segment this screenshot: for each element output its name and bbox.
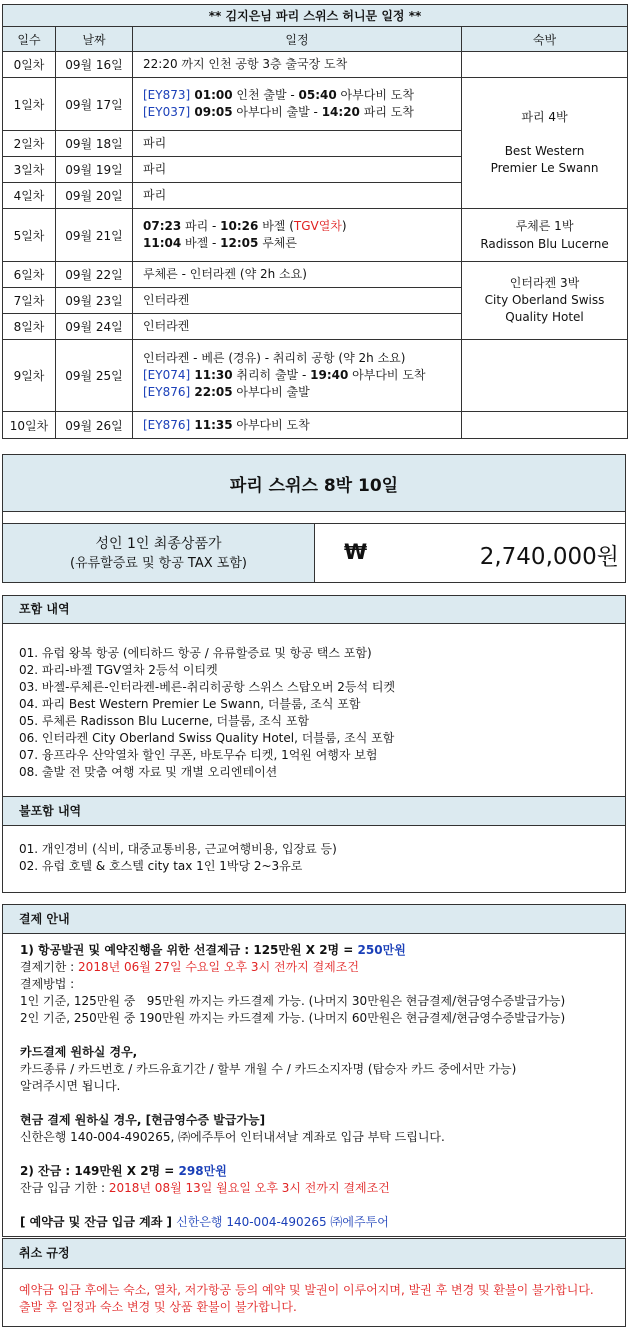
account-value: 신한은행 140-004-490265 ㈜에주투어	[176, 1215, 389, 1229]
date-cell: 09월 23일	[56, 288, 133, 314]
date-cell: 09월 25일	[56, 340, 133, 412]
itinerary-text: 인터라켄	[143, 293, 190, 307]
itinerary-text: 아부다비 도착	[348, 368, 426, 382]
price-label: 성인 1인 최종상품가	[95, 536, 222, 552]
itinerary-text: 12:05	[220, 236, 259, 250]
day-cell: 2일차	[3, 131, 56, 157]
balance-line	[20, 1163, 625, 1180]
list-item: 08. 출발 전 맞춤 여행 자료 및 개별 오리엔테이션	[19, 765, 278, 779]
day-cell: 7일차	[3, 288, 56, 314]
cancel-line: 예약금 입금 후에는 숙소, 열차, 저가항공 등의 예약 및 발권이 이루어지며, 발권 후 변경 및 환불이 불가합니다.	[19, 1283, 594, 1297]
excludes-title: 불포함 내역	[3, 796, 625, 826]
date-cell: 09월 19일	[56, 157, 133, 183]
itinerary-text: 14:20	[321, 105, 360, 119]
lodging-lucerne	[462, 209, 628, 262]
itinerary-text: 22:20 까지 인천 공항 3층 출국장 도착	[143, 57, 348, 71]
payment-body	[3, 934, 625, 1231]
itinerary-text: 파리	[143, 188, 167, 202]
day-cell: 0일차	[3, 52, 56, 78]
interlaken-nights: 인터라켄 3박	[509, 276, 580, 290]
itinerary-text: [EY037]	[143, 105, 191, 119]
day-cell: 5일차	[3, 209, 56, 262]
schedule-row	[3, 209, 628, 262]
itinerary-line	[143, 384, 461, 401]
itinerary-text: 11:35	[190, 417, 233, 432]
cancel-title: 취소 규정	[2, 1238, 626, 1269]
list-item: 04. 파리 Best Western Premier Le Swann, 더블룸, 조식 포함	[19, 697, 361, 711]
itinerary-cell	[133, 209, 462, 262]
price-sub: (유류할증료 및 항공 TAX 포함)	[70, 556, 247, 571]
paris-nights: 파리 4박	[521, 110, 568, 124]
itinerary-cell	[133, 288, 462, 314]
balance-head: 2) 잔금 : 149만원 X 2명 =	[20, 1164, 179, 1178]
interlaken-hotel-line2: Quality Hotel	[505, 310, 584, 324]
itinerary-text: 07:23	[143, 219, 182, 233]
date-cell: 09월 22일	[56, 262, 133, 288]
itinerary-line	[143, 367, 461, 384]
method-label: 결제방법 :	[20, 977, 75, 991]
list-item: 05. 루체른 Radisson Blu Lucerne, 더블룸, 조식 포함	[19, 714, 310, 728]
itinerary-text: 19:40	[310, 368, 349, 382]
schedule-title: ** 김지은님 파리 스위스 허니문 일정 **	[3, 5, 628, 27]
itinerary-line	[143, 235, 461, 252]
itinerary-cell	[133, 340, 462, 412]
itinerary-text: 루체른 - 인터라켄 (약 2h 소요)	[143, 267, 307, 281]
deposit-amount: 250만원	[357, 943, 406, 957]
header-day: 일수	[3, 27, 56, 52]
date-cell: 09월 24일	[56, 314, 133, 340]
date-cell: 09월 20일	[56, 183, 133, 209]
date-cell: 09월 17일	[56, 78, 133, 131]
itinerary-line	[143, 56, 461, 73]
itinerary-text: 파리 -	[181, 219, 221, 233]
itinerary-cell	[133, 262, 462, 288]
itinerary-text: 22:05	[190, 385, 233, 399]
itinerary-text: [EY074]	[143, 368, 191, 382]
itinerary-line	[143, 161, 461, 178]
list-item: 03. 바젤-루체른-인터라켄-베른-취리히공항 스위스 스탑오버 2등석 티켓	[19, 680, 396, 694]
paris-hotel-line2: Premier Le Swann	[490, 161, 599, 175]
package-title-box	[2, 454, 626, 512]
cash-head: 현금 결제 원하실 경우, [현금영수증 발급가능]	[20, 1113, 266, 1127]
itinerary-text: 바젤 -	[181, 236, 221, 250]
schedule-table	[2, 4, 628, 439]
price-value-box	[314, 523, 626, 583]
itinerary-text: 아부다비 출발 -	[232, 105, 322, 119]
day-cell: 9일차	[3, 340, 56, 412]
itinerary-line	[143, 135, 461, 152]
itinerary-cell	[133, 314, 462, 340]
itinerary-line	[143, 417, 461, 434]
date-cell: 09월 16일	[56, 52, 133, 78]
itinerary-text: 아부다비 도착	[232, 417, 310, 432]
schedule-row	[3, 340, 628, 412]
itinerary-text: 11:30	[190, 368, 233, 382]
price-label-box	[2, 523, 315, 583]
paris-hotel-line1: Best Western	[504, 144, 585, 158]
itinerary-cell	[133, 412, 462, 439]
itinerary-text: 09:05	[190, 105, 233, 119]
itinerary-text: 파리	[143, 136, 167, 150]
day-cell: 6일차	[3, 262, 56, 288]
payment-title: 결제 안내	[3, 905, 625, 934]
itinerary-line	[143, 187, 461, 204]
cancel-line: 출발 후 일정과 숙소 변경 및 상품 환불이 불가합니다.	[19, 1300, 297, 1314]
deposit-deadline: 2018년 06월 27일 수요일 오후 3시 전까지 결제조건	[78, 960, 359, 974]
itinerary-line	[143, 266, 461, 283]
itinerary-text: 인터라켄	[143, 319, 190, 333]
list-item: 06. 인터라켄 City Oberland Swiss Quality Hotel, 더블룸, 조식 포함	[19, 731, 395, 745]
itinerary-text: [EY876]	[143, 385, 191, 399]
package-title: 파리 스위스 8박 10일	[229, 475, 399, 496]
list-item: 07. 융프라우 산악열차 할인 쿠폰, 바토무슈 티켓, 1억원 여행자 보험	[19, 748, 378, 762]
itinerary-line	[143, 318, 461, 335]
header-itinerary: 일정	[133, 27, 462, 52]
itinerary-text: 파리	[143, 162, 167, 176]
deposit-deadline-line	[20, 959, 625, 976]
account-label: [ 예약금 및 잔금 입금 계좌 ]	[20, 1215, 177, 1229]
date-cell: 09월 21일	[56, 209, 133, 262]
lodging-empty	[462, 340, 628, 412]
list-item: 02. 유럽 호텔 & 호스텔 city tax 1인 1박당 2~3유로	[19, 859, 303, 873]
day-cell: 1일차	[3, 78, 56, 131]
balance-deadline: 2018년 08월 13일 월요일 오후 3시 전까지 결제조건	[108, 1181, 390, 1195]
lodging-paris	[462, 78, 628, 209]
day-cell: 10일차	[3, 412, 56, 439]
itinerary-line	[143, 104, 461, 121]
date-cell: 09월 26일	[56, 412, 133, 439]
method-line: 1인 기준, 125만원 중 95만원 까지는 카드결제 가능. (나머지 30만원은 현금결제/현금영수증발급가능)	[20, 994, 566, 1008]
schedule-row	[3, 78, 628, 131]
deposit-head: 1) 항공발권 및 예약진행을 위한 선결제금 : 125만원 X 2명 =	[20, 943, 358, 957]
price-value: 2,740,000원	[479, 544, 619, 570]
itinerary-text: 취리히 출발 -	[232, 368, 311, 382]
day-cell: 8일차	[3, 314, 56, 340]
itinerary-cell	[133, 157, 462, 183]
interlaken-hotel-line1: City Oberland Swiss	[484, 293, 605, 307]
includes-section	[2, 595, 626, 893]
itinerary-text: TGV열차	[293, 219, 342, 233]
day-cell: 4일차	[3, 183, 56, 209]
list-item: 01. 유럽 왕복 항공 (에티하드 항공 / 유류할증료 및 항공 택스 포함)	[19, 646, 372, 660]
header-date: 날짜	[56, 27, 133, 52]
deadline-label: 결제기한 :	[20, 960, 79, 974]
itinerary-text: 01:00	[190, 88, 233, 102]
lodging-empty	[462, 52, 628, 78]
itinerary-text: 루체른	[258, 236, 297, 250]
account-line	[20, 1214, 625, 1231]
currency-symbol: ₩	[344, 540, 368, 564]
lucerne-nights: 루체른 1박	[515, 219, 574, 233]
card-line: 알려주시면 됩니다.	[20, 1079, 121, 1093]
lodging-empty	[462, 412, 628, 439]
itinerary-text: 바젤 (	[258, 219, 294, 233]
balance-label: 잔금 입금 기한 :	[20, 1181, 109, 1195]
itinerary-text: [EY876]	[143, 417, 191, 432]
header-lodging: 숙박	[462, 27, 628, 52]
itinerary-cell	[133, 52, 462, 78]
itinerary-text: 아부다비 도착	[336, 88, 414, 102]
schedule-row	[3, 412, 628, 439]
includes-title: 포함 내역	[3, 596, 625, 624]
itinerary-line	[143, 292, 461, 309]
lucerne-hotel: Radisson Blu Lucerne	[480, 237, 609, 251]
day-cell: 3일차	[3, 157, 56, 183]
lodging-interlaken	[462, 262, 628, 340]
itinerary-text: 아부다비 출발	[232, 385, 310, 399]
itinerary-text: [EY873]	[143, 88, 191, 102]
itinerary-line	[143, 218, 461, 235]
itinerary-text: 10:26	[220, 219, 259, 233]
itinerary-text: 05:40	[298, 88, 337, 102]
deposit-line	[20, 942, 625, 959]
schedule-row	[3, 262, 628, 288]
itinerary-text: )	[341, 219, 347, 233]
payment-section	[2, 904, 626, 1260]
itinerary-text: 파리 도착	[359, 105, 414, 119]
balance-amount: 298만원	[178, 1164, 227, 1178]
list-item: 02. 파리-바젤 TGV열차 2등석 이티켓	[19, 663, 218, 677]
cancel-body	[3, 1266, 625, 1316]
card-head: 카드결제 원하실 경우,	[20, 1045, 138, 1059]
itinerary-text: 11:04	[143, 236, 182, 250]
balance-deadline-line	[20, 1180, 625, 1197]
itinerary-line	[143, 87, 461, 104]
method-line: 2인 기준, 250만원 중 190만원 까지는 카드결제 가능. (나머지 60만원은 현금결제/현금영수증발급가능)	[20, 1011, 566, 1025]
itinerary-line	[143, 350, 461, 367]
excludes-list	[3, 841, 337, 875]
cash-line: 신한은행 140-004-490265, ㈜에주투어 인터내셔날 계좌로 입금 부탁 드립니다.	[20, 1130, 445, 1144]
schedule-row	[3, 52, 628, 78]
card-line: 카드종류 / 카드번호 / 카드유효기간 / 할부 개월 수 / 카드소지자명 (탑승자 카드 중에서만 가능)	[20, 1062, 517, 1076]
includes-list	[3, 624, 625, 781]
cancel-section	[2, 1266, 626, 1327]
itinerary-cell	[133, 78, 462, 131]
itinerary-text: 인천 출발 -	[232, 88, 299, 102]
itinerary-text: 인터라켄 - 베른 (경유) - 취리히 공항 (약 2h 소요)	[143, 351, 406, 365]
date-cell: 09월 18일	[56, 131, 133, 157]
itinerary-cell	[133, 183, 462, 209]
list-item: 01. 개인경비 (식비, 대중교통비용, 근교여행비용, 입장료 등)	[19, 842, 337, 856]
itinerary-cell	[133, 131, 462, 157]
